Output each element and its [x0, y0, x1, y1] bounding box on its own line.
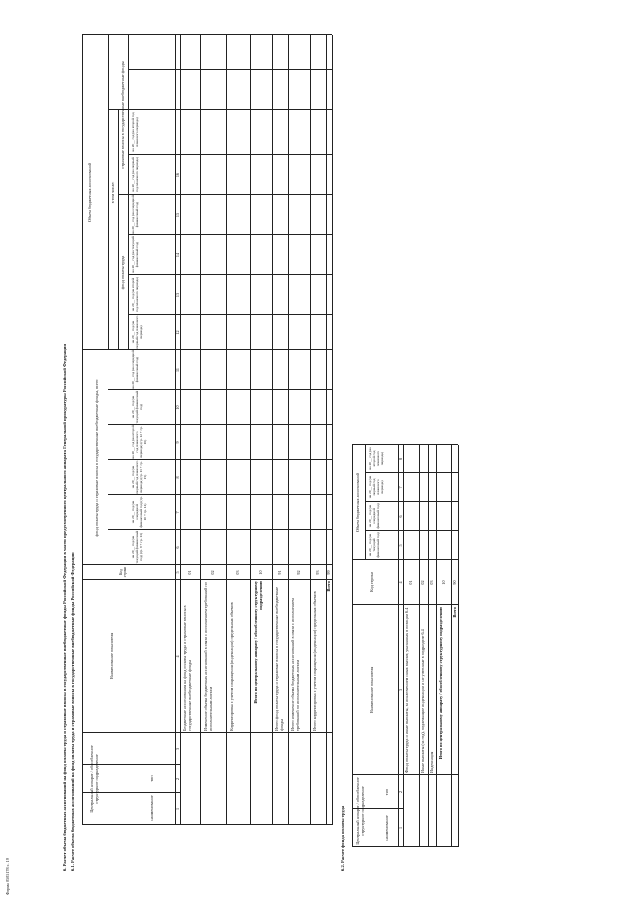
t1-row-label: Итого по центральному аппарату / обособленному структурному подразделению — [253, 581, 263, 704]
t1-group-insurance: страховые взносы в государственные внебюджетные фонды — [120, 61, 125, 169]
t1-period-7: на 20__ год (на первый год планового периода) — [131, 315, 143, 349]
t2-colnum-6: 6 — [398, 515, 403, 518]
t1-colnum-16: 16 — [175, 172, 180, 178]
t1-period-5: на 20__ год (на текущий финансовый год) — [131, 390, 143, 424]
t2-group-total: Объем бюджетных ассигнований — [355, 472, 360, 533]
form-tag: Форма 0505178 с. 19 — [5, 858, 10, 895]
t1-col-indicator: Наименование показателя — [109, 632, 114, 680]
t2-period-4: на 20__ год (на второй год планового периода) — [368, 447, 384, 470]
t1-colnum-12: 12 — [175, 330, 180, 335]
t2-row-label: Индексация — [429, 751, 434, 773]
t2-row-code: 90 — [452, 580, 457, 585]
t2-period-3: на 20__ год (на первый год планового периода) — [368, 475, 384, 499]
t1-row-code: 10 — [258, 570, 263, 575]
t2-row-label: Итого по центральному аппарату / обособленному структурному подразделению — [438, 607, 443, 760]
t1-group-fot-insurance: фонд оплаты труда и страховые взносы в государственные внебюджетные фонды, всего — [94, 379, 99, 537]
t2-col-indicator: Наименование показателя — [369, 666, 374, 714]
t2-row-code: 10 — [441, 580, 446, 585]
t2-col-type: тип — [384, 788, 389, 796]
t1-period-2: на 20__ год (на очередной финансовый год) (гр. 10 + гр. 14) — [131, 496, 147, 528]
t1-period-3: на 20__ год (на первый год планового периода) (гр. 11 + гр. 15) — [131, 460, 147, 494]
t1-period-9: на 20__ год (на текущий финансовый год) — [131, 236, 139, 273]
t2-colnum-2: 2 — [398, 790, 403, 794]
t1-row-label: Бюджетные ассигнования на фонд оплаты труда и страховые взносы в государственные внебюджетные фонды — [182, 605, 192, 731]
t2-col-name: наименование — [384, 815, 389, 841]
t1-row-code: 99 — [326, 570, 331, 575]
t1-group-total: Объем бюджетных ассигнований — [87, 162, 92, 223]
t1-period-12: на 20__ год (на второй год планового периода) — [131, 112, 139, 152]
t1-period-1: на 20__ год (на текущий финансовый год) (гр. 9 + гр. 13) — [131, 530, 143, 564]
t1-row-code: 02 — [210, 570, 215, 575]
t1-colnum-1: 1 — [175, 807, 180, 811]
t1-row-label: Изменение объема бюджетных ассигнований в связи с исполнением требований по исполнительным листам — [203, 582, 213, 731]
section-6-2-title: 6.2. Расчет фонда оплаты труда — [340, 805, 345, 871]
t1-group-including: в том числе: — [110, 181, 115, 204]
t1-row-code: 92 — [296, 570, 301, 575]
t1-colnum-10: 10 — [175, 405, 180, 410]
t1-row-code: 01 — [187, 570, 192, 575]
t2-period-1: на 20__ год (на текущий финансовый год) — [368, 532, 380, 558]
t1-row-label: Итого изменение объема бюджетных ассигнований в связи с исполнением требований по исполнительным листам — [290, 598, 300, 731]
t1-colnum-8: 8 — [175, 476, 180, 479]
t1-group-fot: фонд оплаты труда — [120, 255, 125, 290]
t1-row-code: 03 — [235, 570, 240, 575]
t2-colnum-4: 4 — [398, 581, 403, 584]
t1-period-8: на 20__ год (на второй год планового периода) — [131, 277, 139, 312]
t1-period-6: на 20__ год (на очередной финансовый год) — [131, 350, 139, 389]
t1-period-4: на 20__ год (на второй год планового периода) (гр. 12 + гр. 16) — [131, 425, 147, 459]
t1-colnum-2: 2 — [175, 777, 180, 781]
t2-colnum-5: 5 — [398, 544, 403, 547]
t1-colnum-7: 7 — [175, 511, 180, 514]
t2-row-code: 01 — [408, 580, 413, 585]
t1-colnum-15: 15 — [175, 212, 180, 218]
t2-col-central: Центральный аппарат / обособленное структурное подразделение — [355, 777, 365, 845]
t1-row-code: 93 — [315, 570, 320, 575]
t1-row-label: Всего — [326, 581, 331, 592]
t1-row-label: Итого корректировка с учетом сокращения (индексации) предельных объемов — [312, 591, 317, 731]
t1-col-type: тип — [149, 775, 154, 782]
t1-col-central: Центральный аппарат / обособленное структурное подразделение — [89, 745, 99, 813]
t2-colnum-8: 8 — [398, 457, 403, 461]
t2-row-code: 03 — [429, 580, 434, 585]
t1-colnum-11: 11 — [175, 367, 180, 373]
t2-col-code: Код строки — [369, 572, 374, 592]
t2-colnum-7: 7 — [398, 486, 403, 489]
t2-period-2: на 20__ год (на очередной финансовый год) — [368, 503, 380, 529]
t1-period-10: на 20__ год (на очередной финансовый год) — [131, 195, 139, 234]
t2-row-label: Всего — [452, 607, 457, 618]
t1-colnum-6: 6 — [175, 546, 180, 549]
section-6-1-title: 6.1. Расчет объема бюджетных ассигнований на фонд оплаты труда и страховые взносы в государственные внебюджетные фонды Российской Федерации — [70, 552, 75, 871]
t1-row-label: Итого фонд оплаты труда и страховые взносы в государственные внебюджетные фонды — [274, 587, 284, 731]
t2-row-label: Иные выплаты (за год), подлежащие индексации и не учтенные в подразделе 6.4 — [420, 629, 425, 773]
section-6-title: 6. Расчет объема бюджетных ассигнований на фонд оплаты труда и страховые взносы в государственные внебюджетные фонды Российской Федерации в части предусмотренного центрального аппарата Генеральной прокуратуры Российской Федерации — [62, 343, 67, 871]
t1-row-code: 91 — [277, 570, 282, 575]
t2-row-label: Фонд оплаты труда и иные выплаты, за исключением иных выплат, указанных в позиции 6.4 — [404, 607, 409, 773]
t1-colnum-14: 14 — [175, 252, 180, 258]
t2-row-code: 02 — [420, 580, 425, 585]
t1-colnum-5: 5 — [175, 571, 180, 574]
t2-colnum-3: 3 — [398, 688, 403, 692]
t1-col-name: наименование — [149, 795, 154, 821]
t2-colnum-1: 1 — [398, 826, 403, 830]
t1-col-code: Код строки — [119, 566, 127, 578]
t1-period-11: на 20__ год (на первый год планового периода) — [131, 157, 139, 192]
t1-colnum-9: 9 — [175, 441, 180, 444]
t1-row-label: Корректировка с учетом сокращения (индексации) предельных объемов — [229, 602, 234, 731]
t1-colnum-4: 4 — [175, 655, 180, 658]
t1-colnum-13: 13 — [175, 292, 180, 298]
t1-colnum-3: 3 — [175, 747, 180, 751]
